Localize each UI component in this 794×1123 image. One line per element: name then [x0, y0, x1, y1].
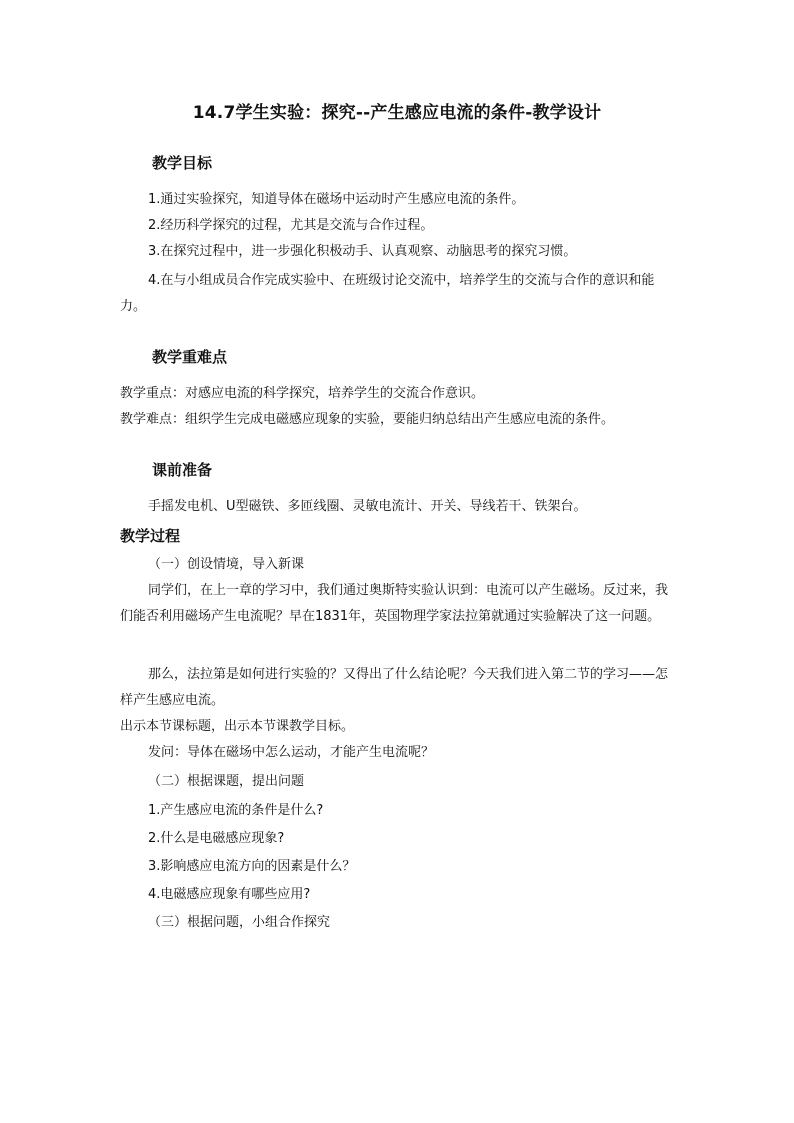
process-question: 1.产生感应电流的条件是什么? [148, 803, 324, 818]
objective-item: 1.通过实验探究，知道导体在磁场中运动时产生感应电流的条件。 [148, 192, 525, 207]
process-question: 4.电磁感应现象有哪些应用? [148, 887, 311, 902]
process-line: 发问：导体在磁场中怎么运动，才能产生电流呢？ [148, 745, 435, 760]
objective-item: 3.在探究过程中，进一步强化积极动手、认真观察、动脑思考的探究习惯。 [148, 244, 577, 259]
process-line: 出示本节课标题，出示本节课教学目标。 [120, 719, 355, 734]
process-line: （二）根据课题，提出问题 [148, 774, 305, 789]
process-heading: 教学过程 [120, 527, 181, 545]
preparation-text: 手摇发电机、U型磁铁、多匝线圈、灵敏电流计、开关、导线若干、铁架台。 [148, 499, 587, 514]
process-paragraph: 那么，法拉第是如何进行实验的？又得出了什么结论呢？今天我们进入第二节的学习——怎样产生感应电流。 [120, 667, 669, 708]
process-question: 2.什么是电磁感应现象? [148, 831, 285, 846]
preparation-heading: 课前准备 [152, 461, 213, 479]
process-line: （三）根据问题，小组合作探究 [148, 915, 331, 930]
process-paragraph: 同学们，在上一章的学习中，我们通过奥斯特实验认识到：电流可以产生磁场。反过来，我们能否利用磁场产生电流呢？早在1831年，英国物理学家法拉第就通过实验解决了这一问题。 [120, 583, 669, 624]
objective-item: 4.在与小组成员合作完成实验中、在班级讨论交流中，培养学生的交流与合作的意识和能力。 [120, 273, 655, 314]
key-point-item: 教学难点：组织学生完成电磁感应现象的实验，要能归纳总结出产生感应电流的条件。 [120, 412, 615, 427]
objective-item: 2.经历科学探究的过程，尤其是交流与合作过程。 [148, 218, 434, 233]
process-question: 3.影响感应电流方向的因素是什么？ [148, 859, 356, 874]
key-points-heading: 教学重难点 [152, 348, 228, 366]
process-line: （一）创设情境，导入新课 [148, 557, 305, 572]
objectives-heading: 教学目标 [152, 154, 213, 172]
key-point-item: 教学重点：对感应电流的科学探究，培养学生的交流合作意识。 [120, 386, 485, 401]
page-title: 14.7学生实验：探究--产生感应电流的条件-教学设计 [192, 103, 602, 123]
